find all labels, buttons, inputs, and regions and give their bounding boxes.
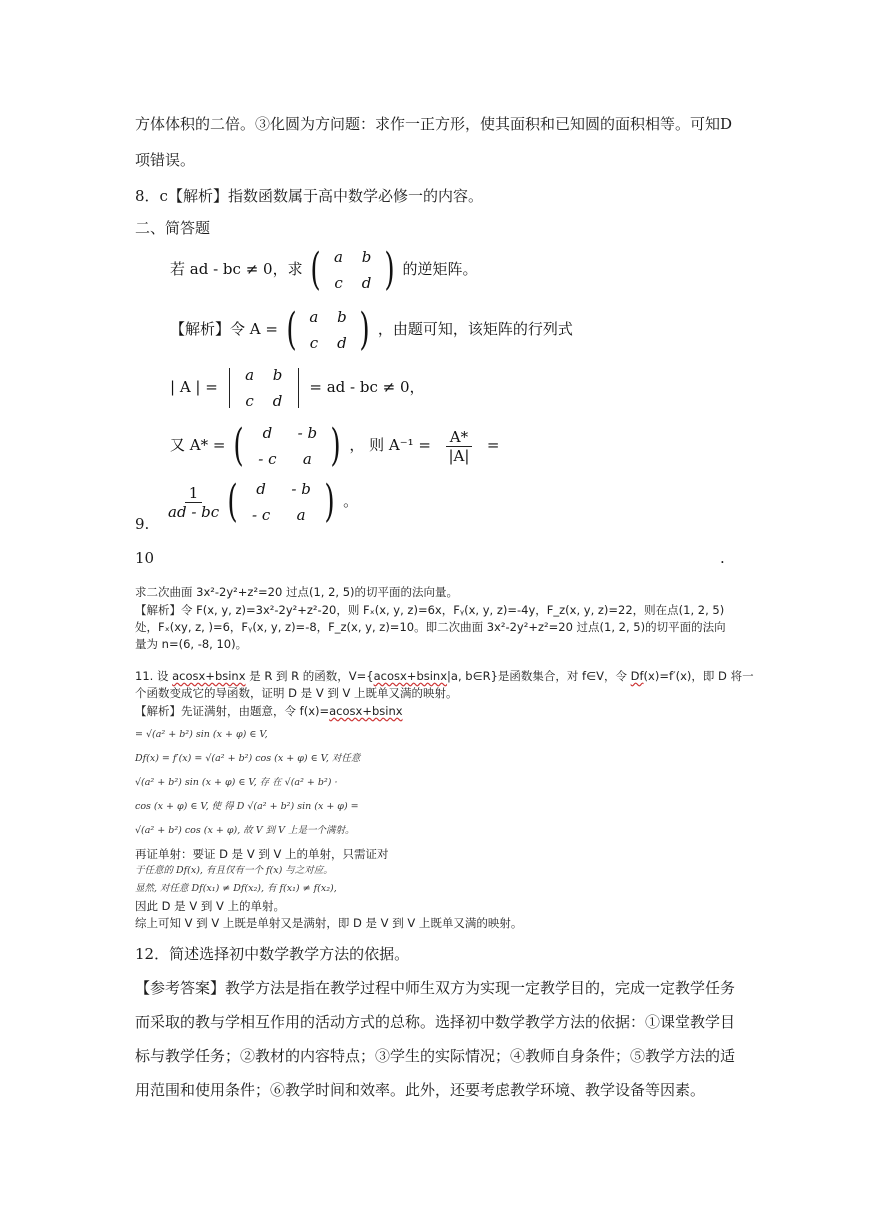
question-number: 9. bbox=[135, 515, 150, 533]
fraction: $\frac{A*}{|A|}$ bbox=[446, 428, 472, 465]
q11-line: 11. 设 acosx+bsinx 是 R 到 R 的函数，V={acosx+bsinx|a, b∈R}是函数集合，对 f∈V，令 Df(x)=f′(x)，即 D 将一 bbox=[135, 669, 754, 683]
q9-determinant: | A | = a b c d = ad - bc ≠ 0， bbox=[170, 366, 425, 410]
q10-line: 量为 n=(6, -8, 10)。 bbox=[135, 637, 248, 651]
question-12: 12．简述选择初中数学教学方法的依据。 bbox=[135, 945, 410, 963]
adjugate-matrix: ( d - b - c a ) bbox=[233, 420, 342, 471]
q11-line: 个函数变成它的导函数，证明 D 是 V 到 V 上既单又满的映射。 bbox=[135, 686, 458, 700]
answer-line: 用范围和使用条件；⑥教学时间和效率。此外，还要考虑教学环境、教学设备等因素。 bbox=[135, 1081, 706, 1099]
q9-prompt-pre: 若 ad - bc ≠ 0，求 bbox=[170, 260, 303, 278]
q11-line: 【解析】先证满射，由题意，令 f(x)=acosx+bsinx bbox=[135, 704, 403, 718]
q11-math: cos (x + φ) ∈ V, 使 得 D √(a² + b²) sin (x + φ) = bbox=[135, 801, 359, 812]
q9-solution: 【解析】令 A = ( a b c d ) ，由题可知，该矩阵的行列式 bbox=[170, 304, 573, 355]
q11-line: 因此 D 是 V 到 V 上的单射。 bbox=[135, 899, 286, 913]
q11-math: 显然, 对任意 Df(x₁) ≠ Df(x₂), 有 f(x₁) ≠ f(x₂), bbox=[135, 883, 337, 894]
matrix: ( a b c d ) bbox=[310, 244, 395, 295]
q11-line: 再证单射：要证 D 是 V 到 V 上的单射，只需证对 bbox=[135, 847, 389, 861]
answer-line: 而采取的教与学相互作用的活动方式的总称。选择初中数学教学方法的依据：①课堂教学目 bbox=[135, 1013, 736, 1031]
determinant: a b c d bbox=[223, 366, 305, 410]
q11-math: √(a² + b²) sin (x + φ) ∈ V, 存 在 √(a² + b²) · bbox=[135, 777, 338, 788]
q10-line: 【解析】令 F(x, y, z)=3x²-2y²+z²-20，则 Fₓ(x, y, z)=6x，Fᵧ(x, y, z)=-4y，F_z(x, y, z)=22，则在点(1, 2, 5) bbox=[135, 603, 725, 617]
q9-prompt-post: 的逆矩阵。 bbox=[402, 260, 478, 278]
q11-math: √(a² + b²) cos (x + φ), 故 V 到 V 上是一个满射。 bbox=[135, 825, 355, 836]
answer-line: 标与教学任务；②教材的内容特点；③学生的实际情况；④教师自身条件；⑤教学方法的适 bbox=[135, 1047, 736, 1065]
q9-adjugate: 又 A* = ( d - b - c a ) ， 则 A⁻¹ = $\frac{A*}{|A|}$ = bbox=[170, 420, 500, 471]
adjugate-matrix: ( d - b - c a ) bbox=[227, 476, 335, 527]
answer-8: 8．c【解析】指数函数属于高中数学必修一的内容。 bbox=[135, 187, 483, 205]
fraction: $\frac{1}{ad - bc}$ bbox=[168, 483, 220, 521]
trailing-dot: . bbox=[720, 549, 725, 567]
q11-math: = √(a² + b²) sin (x + φ) ∈ V, bbox=[135, 729, 268, 740]
question-number: 10 bbox=[135, 549, 155, 567]
q10-line: 求二次曲面 3x²-2y²+z²=20 过点(1, 2, 5)的切平面的法向量。 bbox=[135, 585, 459, 599]
q11-math: Df(x) = f′(x) = √(a² + b²) cos (x + φ) ∈ V, 对任意 bbox=[135, 753, 361, 764]
q9-prompt bbox=[170, 244, 478, 295]
paragraph-line: 项错误。 bbox=[135, 151, 196, 169]
matrix: ( a b c d ) bbox=[286, 304, 370, 355]
q11-line: 综上可知 V 到 V 上既是单射又是满射，即 D 是 V 到 V 上既单又满的映射。 bbox=[135, 916, 523, 930]
paragraph-line: 方体体积的二倍。③化圆为方问题：求作一正方形，使其面积和已知圆的面积相等。可知D bbox=[135, 115, 733, 133]
q10-line: 处，Fₓ(xy, z, )=6，Fᵧ(x, y, z)=-8，F_z(x, y, z)=10。即二次曲面 3x²-2y²+z²=20 过点(1, 2, 5)的切平面的法向 bbox=[135, 620, 726, 634]
q9-final: $\frac{1}{ad - bc}$ ( d - b - c a ) 。 bbox=[168, 476, 359, 527]
section-heading: 二、简答题 bbox=[135, 219, 211, 237]
answer-line: 【参考答案】教学方法是指在教学过程中师生双方为实现一定教学目的，完成一定教学任务 bbox=[135, 979, 736, 997]
q11-math: 于任意的 Df(x), 有且仅有一个 f(x) 与之对应。 bbox=[135, 865, 333, 876]
